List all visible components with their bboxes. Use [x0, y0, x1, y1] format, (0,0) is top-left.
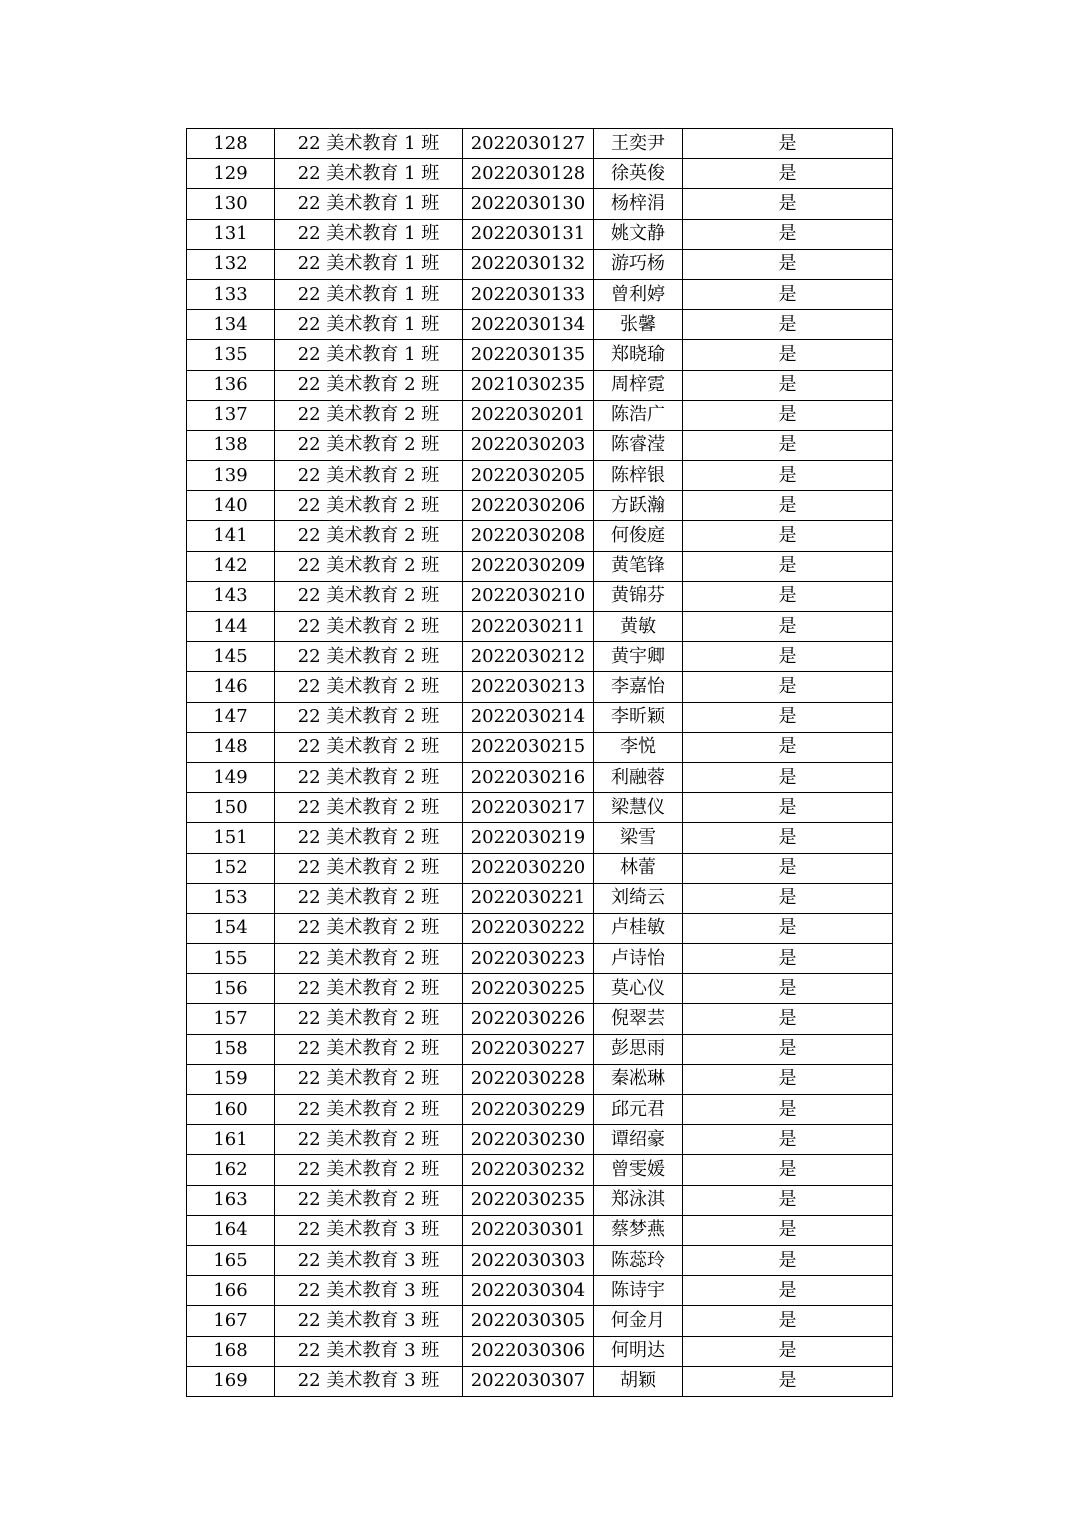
student-id-cell: 2022030214 — [463, 702, 594, 732]
status-cell: 是 — [683, 370, 893, 400]
status-cell: 是 — [683, 974, 893, 1004]
class-name-cell: 22 美术教育 2 班 — [275, 762, 463, 792]
student-name-cell: 陈诗宇 — [594, 1276, 683, 1306]
student-id-cell: 2022030229 — [463, 1095, 594, 1125]
class-name-cell: 22 美术教育 1 班 — [275, 129, 463, 159]
student-name-cell: 黄笔锋 — [594, 551, 683, 581]
status-cell: 是 — [683, 1215, 893, 1245]
student-name-cell: 林蕾 — [594, 853, 683, 883]
class-name-cell: 22 美术教育 2 班 — [275, 551, 463, 581]
student-id-cell: 2022030235 — [463, 1185, 594, 1215]
student-name-cell: 杨梓涓 — [594, 189, 683, 219]
class-name-cell: 22 美术教育 3 班 — [275, 1366, 463, 1396]
status-cell: 是 — [683, 702, 893, 732]
status-cell: 是 — [683, 1185, 893, 1215]
student-name-cell: 梁慧仪 — [594, 793, 683, 823]
status-cell: 是 — [683, 430, 893, 460]
student-id-cell: 2022030217 — [463, 793, 594, 823]
student-id-cell: 2022030133 — [463, 279, 594, 309]
student-name-cell: 黄敏 — [594, 612, 683, 642]
row-number-cell: 130 — [187, 189, 275, 219]
class-name-cell: 22 美术教育 1 班 — [275, 310, 463, 340]
student-name-cell: 张馨 — [594, 310, 683, 340]
table-row — [187, 913, 893, 943]
row-number-cell: 143 — [187, 581, 275, 611]
student-name-cell: 秦凇琳 — [594, 1064, 683, 1094]
status-cell: 是 — [683, 1125, 893, 1155]
roster-table-body — [187, 129, 893, 1397]
class-name-cell: 22 美术教育 2 班 — [275, 521, 463, 551]
student-id-cell: 2022030134 — [463, 310, 594, 340]
row-number-cell: 147 — [187, 702, 275, 732]
student-id-cell: 2022030209 — [463, 551, 594, 581]
table-row — [187, 370, 893, 400]
row-number-cell: 155 — [187, 944, 275, 974]
row-number-cell: 152 — [187, 853, 275, 883]
row-number-cell: 153 — [187, 883, 275, 913]
student-name-cell: 姚文静 — [594, 219, 683, 249]
row-number-cell: 156 — [187, 974, 275, 1004]
row-number-cell: 162 — [187, 1155, 275, 1185]
status-cell: 是 — [683, 249, 893, 279]
student-name-cell: 利融蓉 — [594, 762, 683, 792]
status-cell: 是 — [683, 1155, 893, 1185]
student-id-cell: 2022030215 — [463, 732, 594, 762]
status-cell: 是 — [683, 400, 893, 430]
student-id-cell: 2022030203 — [463, 430, 594, 460]
student-id-cell: 2021030235 — [463, 370, 594, 400]
student-name-cell: 黄锦芬 — [594, 581, 683, 611]
row-number-cell: 129 — [187, 159, 275, 189]
student-id-cell: 2022030232 — [463, 1155, 594, 1185]
student-name-cell: 何明达 — [594, 1336, 683, 1366]
student-name-cell: 邱元君 — [594, 1095, 683, 1125]
status-cell: 是 — [683, 461, 893, 491]
row-number-cell: 128 — [187, 129, 275, 159]
student-id-cell: 2022030131 — [463, 219, 594, 249]
table-row — [187, 461, 893, 491]
table-row — [187, 1366, 893, 1396]
student-id-cell: 2022030228 — [463, 1064, 594, 1094]
status-cell: 是 — [683, 944, 893, 974]
row-number-cell: 149 — [187, 762, 275, 792]
student-id-cell: 2022030128 — [463, 159, 594, 189]
row-number-cell: 165 — [187, 1245, 275, 1275]
status-cell: 是 — [683, 159, 893, 189]
table-row — [187, 129, 893, 159]
class-name-cell: 22 美术教育 1 班 — [275, 189, 463, 219]
student-id-cell: 2022030305 — [463, 1306, 594, 1336]
class-name-cell: 22 美术教育 2 班 — [275, 1004, 463, 1034]
status-cell: 是 — [683, 310, 893, 340]
table-row — [187, 1336, 893, 1366]
status-cell: 是 — [683, 1336, 893, 1366]
class-name-cell: 22 美术教育 2 班 — [275, 430, 463, 460]
status-cell: 是 — [683, 1366, 893, 1396]
row-number-cell: 167 — [187, 1306, 275, 1336]
table-row — [187, 612, 893, 642]
status-cell: 是 — [683, 913, 893, 943]
student-id-cell: 2022030212 — [463, 642, 594, 672]
row-number-cell: 141 — [187, 521, 275, 551]
student-id-cell: 2022030307 — [463, 1366, 594, 1396]
class-name-cell: 22 美术教育 2 班 — [275, 491, 463, 521]
class-name-cell: 22 美术教育 3 班 — [275, 1336, 463, 1366]
status-cell: 是 — [683, 1276, 893, 1306]
row-number-cell: 144 — [187, 612, 275, 642]
student-id-cell: 2022030306 — [463, 1336, 594, 1366]
row-number-cell: 135 — [187, 340, 275, 370]
status-cell: 是 — [683, 762, 893, 792]
student-name-cell: 陈浩广 — [594, 400, 683, 430]
student-name-cell: 彭思雨 — [594, 1034, 683, 1064]
row-number-cell: 159 — [187, 1064, 275, 1094]
student-id-cell: 2022030219 — [463, 823, 594, 853]
status-cell: 是 — [683, 551, 893, 581]
student-id-cell: 2022030213 — [463, 672, 594, 702]
student-name-cell: 卢诗怡 — [594, 944, 683, 974]
table-row — [187, 853, 893, 883]
table-row — [187, 310, 893, 340]
student-name-cell: 陈梓银 — [594, 461, 683, 491]
class-name-cell: 22 美术教育 2 班 — [275, 732, 463, 762]
student-name-cell: 曾利婷 — [594, 279, 683, 309]
row-number-cell: 160 — [187, 1095, 275, 1125]
class-name-cell: 22 美术教育 2 班 — [275, 702, 463, 732]
student-id-cell: 2022030205 — [463, 461, 594, 491]
row-number-cell: 142 — [187, 551, 275, 581]
student-id-cell: 2022030135 — [463, 340, 594, 370]
table-row — [187, 551, 893, 581]
row-number-cell: 169 — [187, 1366, 275, 1396]
student-id-cell: 2022030130 — [463, 189, 594, 219]
table-row — [187, 521, 893, 551]
status-cell: 是 — [683, 340, 893, 370]
row-number-cell: 136 — [187, 370, 275, 400]
class-name-cell: 22 美术教育 2 班 — [275, 672, 463, 702]
status-cell: 是 — [683, 1004, 893, 1034]
student-name-cell: 卢桂敏 — [594, 913, 683, 943]
table-row — [187, 672, 893, 702]
student-name-cell: 李悦 — [594, 732, 683, 762]
class-name-cell: 22 美术教育 2 班 — [275, 1034, 463, 1064]
class-name-cell: 22 美术教育 1 班 — [275, 159, 463, 189]
student-name-cell: 徐英俊 — [594, 159, 683, 189]
row-number-cell: 148 — [187, 732, 275, 762]
status-cell: 是 — [683, 612, 893, 642]
student-name-cell: 曾雯媛 — [594, 1155, 683, 1185]
student-id-cell: 2022030301 — [463, 1215, 594, 1245]
row-number-cell: 134 — [187, 310, 275, 340]
table-row — [187, 1004, 893, 1034]
student-id-cell: 2022030222 — [463, 913, 594, 943]
class-name-cell: 22 美术教育 3 班 — [275, 1276, 463, 1306]
table-row — [187, 1095, 893, 1125]
row-number-cell: 131 — [187, 219, 275, 249]
class-name-cell: 22 美术教育 2 班 — [275, 461, 463, 491]
class-name-cell: 22 美术教育 2 班 — [275, 581, 463, 611]
status-cell: 是 — [683, 279, 893, 309]
table-row — [187, 340, 893, 370]
table-row — [187, 1125, 893, 1155]
class-name-cell: 22 美术教育 1 班 — [275, 249, 463, 279]
row-number-cell: 146 — [187, 672, 275, 702]
student-name-cell: 周梓霓 — [594, 370, 683, 400]
row-number-cell: 145 — [187, 642, 275, 672]
class-name-cell: 22 美术教育 2 班 — [275, 974, 463, 1004]
student-name-cell: 梁雪 — [594, 823, 683, 853]
table-row — [187, 1215, 893, 1245]
table-row — [187, 249, 893, 279]
row-number-cell: 133 — [187, 279, 275, 309]
table-row — [187, 883, 893, 913]
table-row — [187, 1155, 893, 1185]
status-cell: 是 — [683, 1034, 893, 1064]
student-id-cell: 2022030201 — [463, 400, 594, 430]
student-id-cell: 2022030303 — [463, 1245, 594, 1275]
row-number-cell: 132 — [187, 249, 275, 279]
status-cell: 是 — [683, 1306, 893, 1336]
student-name-cell: 蔡梦燕 — [594, 1215, 683, 1245]
status-cell: 是 — [683, 581, 893, 611]
student-id-cell: 2022030221 — [463, 883, 594, 913]
status-cell: 是 — [683, 823, 893, 853]
status-cell: 是 — [683, 732, 893, 762]
class-name-cell: 22 美术教育 1 班 — [275, 279, 463, 309]
student-id-cell: 2022030216 — [463, 762, 594, 792]
student-id-cell: 2022030132 — [463, 249, 594, 279]
status-cell: 是 — [683, 491, 893, 521]
status-cell: 是 — [683, 883, 893, 913]
row-number-cell: 163 — [187, 1185, 275, 1215]
student-name-cell: 陈蕊玲 — [594, 1245, 683, 1275]
status-cell: 是 — [683, 219, 893, 249]
student-name-cell: 方跃瀚 — [594, 491, 683, 521]
table-row — [187, 1306, 893, 1336]
table-row — [187, 159, 893, 189]
row-number-cell: 154 — [187, 913, 275, 943]
class-name-cell: 22 美术教育 2 班 — [275, 642, 463, 672]
row-number-cell: 161 — [187, 1125, 275, 1155]
student-name-cell: 莫心仪 — [594, 974, 683, 1004]
status-cell: 是 — [683, 1064, 893, 1094]
table-row — [187, 400, 893, 430]
status-cell: 是 — [683, 189, 893, 219]
row-number-cell: 157 — [187, 1004, 275, 1034]
status-cell: 是 — [683, 642, 893, 672]
student-id-cell: 2022030230 — [463, 1125, 594, 1155]
class-name-cell: 22 美术教育 2 班 — [275, 1095, 463, 1125]
table-row — [187, 702, 893, 732]
table-row — [187, 823, 893, 853]
row-number-cell: 168 — [187, 1336, 275, 1366]
student-name-cell: 倪翠芸 — [594, 1004, 683, 1034]
row-number-cell: 151 — [187, 823, 275, 853]
student-name-cell: 刘绮云 — [594, 883, 683, 913]
table-row — [187, 189, 893, 219]
table-row — [187, 430, 893, 460]
table-row — [187, 1064, 893, 1094]
student-id-cell: 2022030223 — [463, 944, 594, 974]
row-number-cell: 138 — [187, 430, 275, 460]
student-name-cell: 李昕颖 — [594, 702, 683, 732]
class-name-cell: 22 美术教育 2 班 — [275, 883, 463, 913]
class-name-cell: 22 美术教育 2 班 — [275, 1064, 463, 1094]
row-number-cell: 140 — [187, 491, 275, 521]
student-name-cell: 郑晓瑜 — [594, 340, 683, 370]
class-name-cell: 22 美术教育 2 班 — [275, 400, 463, 430]
class-name-cell: 22 美术教育 2 班 — [275, 823, 463, 853]
status-cell: 是 — [683, 793, 893, 823]
student-id-cell: 2022030210 — [463, 581, 594, 611]
student-id-cell: 2022030225 — [463, 974, 594, 1004]
table-row — [187, 1185, 893, 1215]
table-row — [187, 1245, 893, 1275]
class-name-cell: 22 美术教育 2 班 — [275, 370, 463, 400]
row-number-cell: 137 — [187, 400, 275, 430]
table-row — [187, 762, 893, 792]
row-number-cell: 166 — [187, 1276, 275, 1306]
table-row — [187, 1276, 893, 1306]
student-name-cell: 谭绍豪 — [594, 1125, 683, 1155]
table-row — [187, 581, 893, 611]
student-name-cell: 郑泳淇 — [594, 1185, 683, 1215]
student-id-cell: 2022030227 — [463, 1034, 594, 1064]
class-name-cell: 22 美术教育 1 班 — [275, 340, 463, 370]
table-row — [187, 642, 893, 672]
class-name-cell: 22 美术教育 2 班 — [275, 793, 463, 823]
student-id-cell: 2022030211 — [463, 612, 594, 642]
row-number-cell: 164 — [187, 1215, 275, 1245]
student-name-cell: 游巧杨 — [594, 249, 683, 279]
class-name-cell: 22 美术教育 2 班 — [275, 853, 463, 883]
student-name-cell: 胡颖 — [594, 1366, 683, 1396]
status-cell: 是 — [683, 521, 893, 551]
table-row — [187, 974, 893, 1004]
class-name-cell: 22 美术教育 2 班 — [275, 1185, 463, 1215]
class-name-cell: 22 美术教育 3 班 — [275, 1245, 463, 1275]
status-cell: 是 — [683, 853, 893, 883]
table-row — [187, 279, 893, 309]
student-name-cell: 陈睿滢 — [594, 430, 683, 460]
status-cell: 是 — [683, 1095, 893, 1125]
student-id-cell: 2022030208 — [463, 521, 594, 551]
student-id-cell: 2022030220 — [463, 853, 594, 883]
student-name-cell: 李嘉怡 — [594, 672, 683, 702]
student-roster-table — [186, 128, 893, 1397]
student-id-cell: 2022030304 — [463, 1276, 594, 1306]
table-row — [187, 491, 893, 521]
status-cell: 是 — [683, 1245, 893, 1275]
table-row — [187, 793, 893, 823]
status-cell: 是 — [683, 129, 893, 159]
status-cell: 是 — [683, 672, 893, 702]
row-number-cell: 139 — [187, 461, 275, 491]
class-name-cell: 22 美术教育 1 班 — [275, 219, 463, 249]
student-name-cell: 何俊庭 — [594, 521, 683, 551]
class-name-cell: 22 美术教育 2 班 — [275, 612, 463, 642]
row-number-cell: 158 — [187, 1034, 275, 1064]
class-name-cell: 22 美术教育 2 班 — [275, 1155, 463, 1185]
table-row — [187, 944, 893, 974]
class-name-cell: 22 美术教育 2 班 — [275, 913, 463, 943]
student-name-cell: 何金月 — [594, 1306, 683, 1336]
row-number-cell: 150 — [187, 793, 275, 823]
student-id-cell: 2022030206 — [463, 491, 594, 521]
class-name-cell: 22 美术教育 3 班 — [275, 1215, 463, 1245]
student-id-cell: 2022030226 — [463, 1004, 594, 1034]
table-row — [187, 732, 893, 762]
student-name-cell: 王奕尹 — [594, 129, 683, 159]
student-id-cell: 2022030127 — [463, 129, 594, 159]
student-name-cell: 黄宇卿 — [594, 642, 683, 672]
class-name-cell: 22 美术教育 2 班 — [275, 944, 463, 974]
table-row — [187, 1034, 893, 1064]
class-name-cell: 22 美术教育 2 班 — [275, 1125, 463, 1155]
table-row — [187, 219, 893, 249]
class-name-cell: 22 美术教育 3 班 — [275, 1306, 463, 1336]
